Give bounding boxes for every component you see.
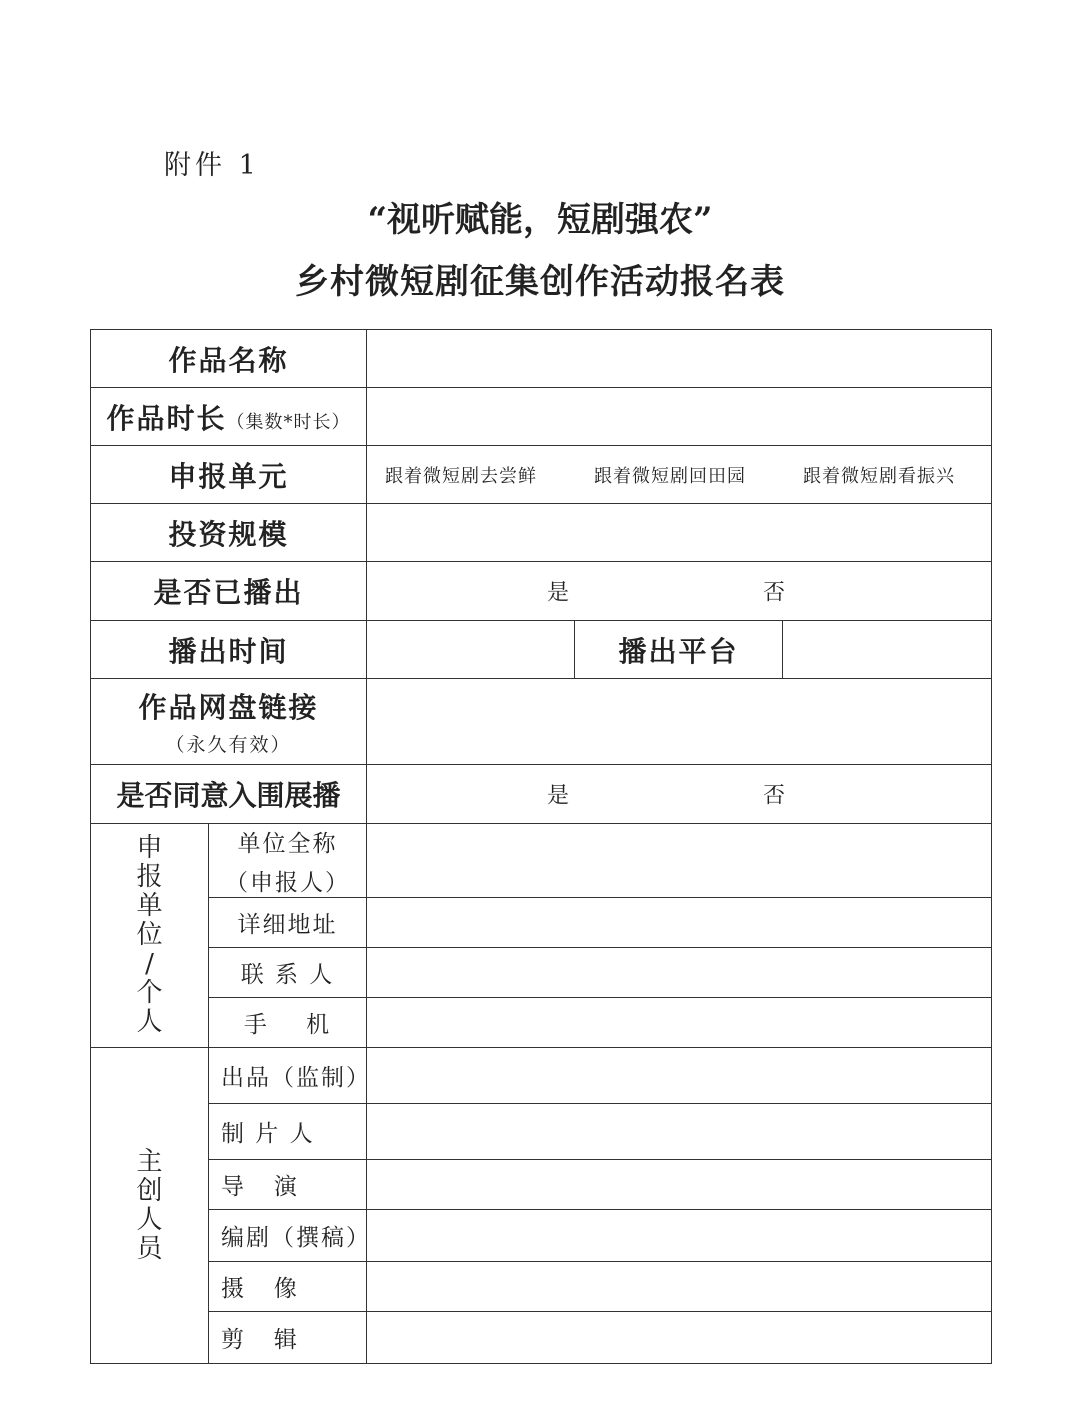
applicant-group-char: / <box>145 949 154 979</box>
crew-field-writer[interactable] <box>367 1210 992 1262</box>
applicant-name-line2: （申报人） <box>225 869 350 896</box>
work-duration-field[interactable] <box>367 388 992 446</box>
row-link <box>91 679 992 765</box>
row-work-name <box>91 330 992 388</box>
aired-no-option[interactable]: 否 <box>763 580 786 606</box>
crew-group-char: 员 <box>136 1233 163 1264</box>
crew-row <box>91 1104 992 1160</box>
crew-group-char: 创 <box>136 1175 163 1206</box>
phone-label: 手 机 <box>209 998 367 1048</box>
row-applicant-name <box>91 824 992 898</box>
applicant-group-char: 位 <box>136 920 163 950</box>
crew-role-label: 剪 辑 <box>209 1312 367 1364</box>
crew-field-line-producer[interactable] <box>367 1104 992 1160</box>
form-title-line2: 乡村微短剧征集创作活动报名表 <box>295 262 785 302</box>
investment-label: 投资规模 <box>91 504 367 562</box>
registration-form-table <box>90 329 992 1364</box>
crew-role-label: 导 演 <box>209 1160 367 1210</box>
applicant-group-char: 人 <box>136 1007 163 1037</box>
row-air-time <box>91 621 992 679</box>
row-aired <box>91 562 992 621</box>
work-duration-label-cell <box>91 388 367 446</box>
row-investment <box>91 504 992 562</box>
crew-field-director[interactable] <box>367 1160 992 1210</box>
row-phone <box>91 998 992 1048</box>
row-address <box>91 898 992 948</box>
applicant-name-label <box>209 824 367 898</box>
unit-option-countryside[interactable]: 跟着微短剧回田园 <box>594 465 747 487</box>
air-platform-label: 播出平台 <box>575 621 783 679</box>
contact-field[interactable] <box>367 948 992 998</box>
crew-group-char: 主 <box>136 1146 163 1177</box>
address-label: 详细地址 <box>209 898 367 948</box>
crew-role-label: 摄 像 <box>209 1262 367 1312</box>
unit-option-taste[interactable]: 跟着微短剧去尝鲜 <box>385 465 538 487</box>
applicant-group-char: 单 <box>136 891 163 921</box>
phone-field[interactable] <box>367 998 992 1048</box>
work-name-label: 作品名称 <box>91 330 367 388</box>
link-note: （永久有效） <box>165 734 292 756</box>
unit-options-cell <box>367 446 992 504</box>
applicant-group-char: 申 <box>136 833 163 863</box>
crew-field-camera[interactable] <box>367 1262 992 1312</box>
work-duration-note: （集数*时长） <box>226 411 351 433</box>
form-title-line1: “视听赋能，短剧强农” <box>367 200 713 240</box>
link-field[interactable] <box>367 679 992 765</box>
applicant-name-field[interactable] <box>367 824 992 898</box>
unit-option-revitalization[interactable]: 跟着微短剧看振兴 <box>803 465 956 487</box>
link-label-cell <box>91 679 367 765</box>
annex-label: 附件 1 <box>164 150 260 181</box>
agree-no-option[interactable]: 否 <box>763 783 786 809</box>
air-time-label: 播出时间 <box>91 621 367 679</box>
row-agree <box>91 765 992 824</box>
agree-yes-option[interactable]: 是 <box>547 783 570 809</box>
applicant-name-line1: 单位全称 <box>237 830 338 857</box>
agree-options-cell <box>367 765 992 824</box>
crew-group-label <box>91 1048 209 1364</box>
applicant-group-label <box>91 824 209 1048</box>
row-unit <box>91 446 992 504</box>
contact-label: 联 系 人 <box>209 948 367 998</box>
investment-field[interactable] <box>367 504 992 562</box>
row-work-duration <box>91 388 992 446</box>
crew-field-producer[interactable] <box>367 1048 992 1104</box>
work-duration-label: 作品时长 <box>106 401 227 435</box>
crew-group-char: 人 <box>136 1204 163 1235</box>
crew-row <box>91 1312 992 1364</box>
aired-label: 是否已播出 <box>91 562 367 621</box>
aired-options-cell <box>367 562 992 621</box>
air-time-field[interactable] <box>367 621 575 679</box>
address-field[interactable] <box>367 898 992 948</box>
crew-role-label: 制 片 人 <box>209 1104 367 1160</box>
row-contact <box>91 948 992 998</box>
work-name-field[interactable] <box>367 330 992 388</box>
crew-row <box>91 1160 992 1210</box>
applicant-group-char: 个 <box>136 978 163 1008</box>
crew-row <box>91 1048 992 1104</box>
air-platform-field[interactable] <box>783 621 992 679</box>
crew-row <box>91 1210 992 1262</box>
crew-row <box>91 1262 992 1312</box>
crew-role-label: 编剧（撰稿） <box>209 1210 367 1262</box>
crew-role-label: 出品（监制） <box>209 1048 367 1104</box>
aired-yes-option[interactable]: 是 <box>547 580 570 606</box>
link-label: 作品网盘链接 <box>138 691 319 724</box>
crew-field-editor[interactable] <box>367 1312 992 1364</box>
applicant-group-char: 报 <box>136 862 163 892</box>
agree-label: 是否同意入围展播 <box>91 765 367 824</box>
unit-label: 申报单元 <box>91 446 367 504</box>
